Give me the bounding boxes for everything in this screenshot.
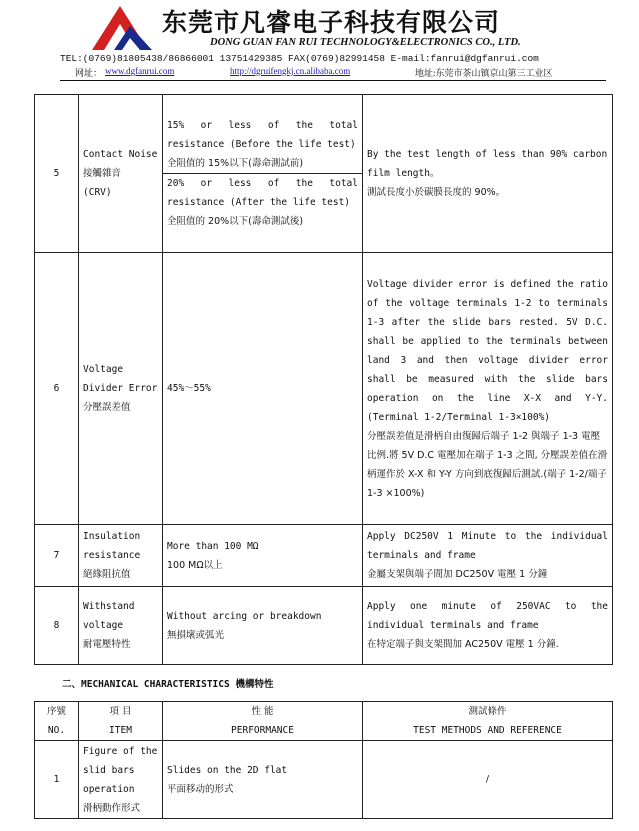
item-en: Figure of the slid bars operation (83, 745, 158, 795)
company-name-en: DONG GUAN FAN RUI TECHNOLOGY&ELECTRONICS CO., LTD. (210, 37, 521, 48)
table-header-row (35, 702, 613, 741)
test-cell (363, 525, 613, 587)
section-heading (62, 676, 273, 690)
performance-cell (163, 587, 363, 665)
header-performance (163, 702, 363, 741)
item-cell (79, 587, 163, 665)
test-en: By the test length of less than 90% carbon film length。 (367, 149, 608, 179)
performance-before-cn: 全阻值的 15%以下(壽命測試前) (167, 158, 304, 169)
test-cn: 分壓誤差值是滑柄自由復歸后端子 1-2 與端子 1-3 電壓比例.將 5V D.C 電壓加在端子 1-3 之間, 分壓誤差值在滑柄運作於 X-X 和 Y-Y 方向到底復歸后測試.(端子 1-2/端子 1-3 ×100%) (367, 430, 608, 499)
test-cell (363, 253, 613, 525)
table-row (35, 95, 613, 253)
header-performance-cn: 性 能 (251, 706, 274, 717)
header-divider (60, 80, 606, 81)
performance-cn: 100 MΩ以上 (167, 559, 223, 571)
test-cell (363, 95, 613, 253)
test-cn: 在特定端子與支架間加 AC250V 電壓 1 分鐘. (367, 639, 559, 650)
test-en: Apply DC250V 1 Minute to the individual terminals and frame (367, 531, 608, 561)
row-number: 1 (35, 741, 79, 819)
alibaba-link[interactable]: http://dgruifengkj.cn.alibaba.com (230, 66, 351, 76)
header-item-cn: 項 目 (109, 706, 132, 717)
item-cn: 接觸雜音 (83, 168, 122, 179)
performance-after (163, 174, 362, 231)
item-cn: 分壓誤差值 (83, 402, 131, 413)
performance-cn: 無損壞或弧光 (167, 629, 225, 641)
item-cell (79, 95, 163, 253)
header-item (79, 702, 163, 741)
performance-cn: 平面移动的形式 (167, 783, 234, 795)
test-en: Apply one minute of 250VAC to the individual terminals and frame (367, 601, 608, 631)
performance-before-en: 15% or less of the total resistance (Before the life test) (167, 120, 358, 150)
header-no-cn: 序號 (46, 706, 66, 717)
performance-cell (163, 741, 363, 819)
website-link[interactable]: www.dgfanrui.com (105, 66, 175, 76)
row-number: 5 (35, 95, 79, 253)
performance-after-en: 20% or less of the total resistance (After the life test) (167, 178, 358, 208)
performance-en: Slides on the 2D flat (167, 764, 288, 776)
performance-before (163, 116, 362, 174)
item-cell (79, 253, 163, 525)
item-cn: 絕緣阻抗值 (83, 569, 131, 580)
test-cn: 測試長度小於碳膜長度的 90%。 (367, 187, 506, 198)
item-cn: 耐電壓特性 (83, 639, 131, 650)
section-title-cn: 機構特性 (235, 679, 274, 690)
test-cn: 金屬支架與端子間加 DC250V 電壓 1 分鐘 (367, 569, 548, 580)
table-row (35, 587, 613, 665)
website-label: 网址： (75, 68, 103, 78)
row-number: 6 (35, 253, 79, 525)
address-text: 地址:东莞市茶山镇京山第三工业区 (415, 68, 553, 78)
table-row (35, 741, 613, 819)
item-en: Insulation resistance (83, 531, 141, 561)
header-test-en: TEST METHODS AND REFERENCE (413, 725, 562, 736)
item-cell (79, 741, 163, 819)
row-number: 8 (35, 587, 79, 665)
company-name-cn: 东莞市凡睿电子科技有限公司 (162, 8, 501, 37)
performance-en: More than 100 MΩ (167, 540, 259, 552)
performance-after-cn: 全阻值的 20%以下(壽命測試後) (167, 216, 304, 227)
header-no (35, 702, 79, 741)
item-cn: 滑柄動作形式 (83, 802, 141, 814)
item-en: Withstand voltage (83, 601, 135, 631)
company-logo-icon (90, 4, 156, 52)
header-no-en: NO. (47, 725, 66, 736)
test-cell: / (363, 741, 613, 819)
mechanical-table (34, 701, 613, 819)
electrical-table (34, 94, 613, 665)
header-test-cn: 測試條件 (468, 706, 507, 717)
item-abbr: (CRV) (83, 187, 112, 198)
header-item-en: ITEM (109, 725, 132, 736)
table-row (35, 253, 613, 525)
header-performance-en: PERFORMANCE (231, 725, 294, 736)
table-row (35, 525, 613, 587)
item-cell (79, 525, 163, 587)
row-number: 7 (35, 525, 79, 587)
test-cell (363, 587, 613, 665)
performance-cell (163, 95, 363, 253)
performance-cell: 45%～55% (163, 253, 363, 525)
item-en: Contact Noise (83, 149, 158, 160)
contact-line: TEL:(0769)81805438/86866001 13751429385 FAX(0769)82991458 E-mail:fanrui@dgfanrui.com (60, 53, 539, 64)
item-en: Voltage Divider Error (83, 364, 158, 394)
performance-en: Without arcing or breakdown (167, 610, 322, 622)
header-test (363, 702, 613, 741)
performance-cell (163, 525, 363, 587)
test-en: Voltage divider error is defined the ratio of the voltage terminals 1-2 to terminals 1-3 after the slide bars rested. 5V D.C. shall be applied to the terminals between land 3 and then voltage divider error shall be measured with the slide bars operation on the line X-X and Y-Y. (Terminal 1-2/Terminal 1-3×100%) (367, 278, 608, 423)
section-title-en: 二、MECHANICAL CHARACTERISTICS (62, 679, 230, 690)
